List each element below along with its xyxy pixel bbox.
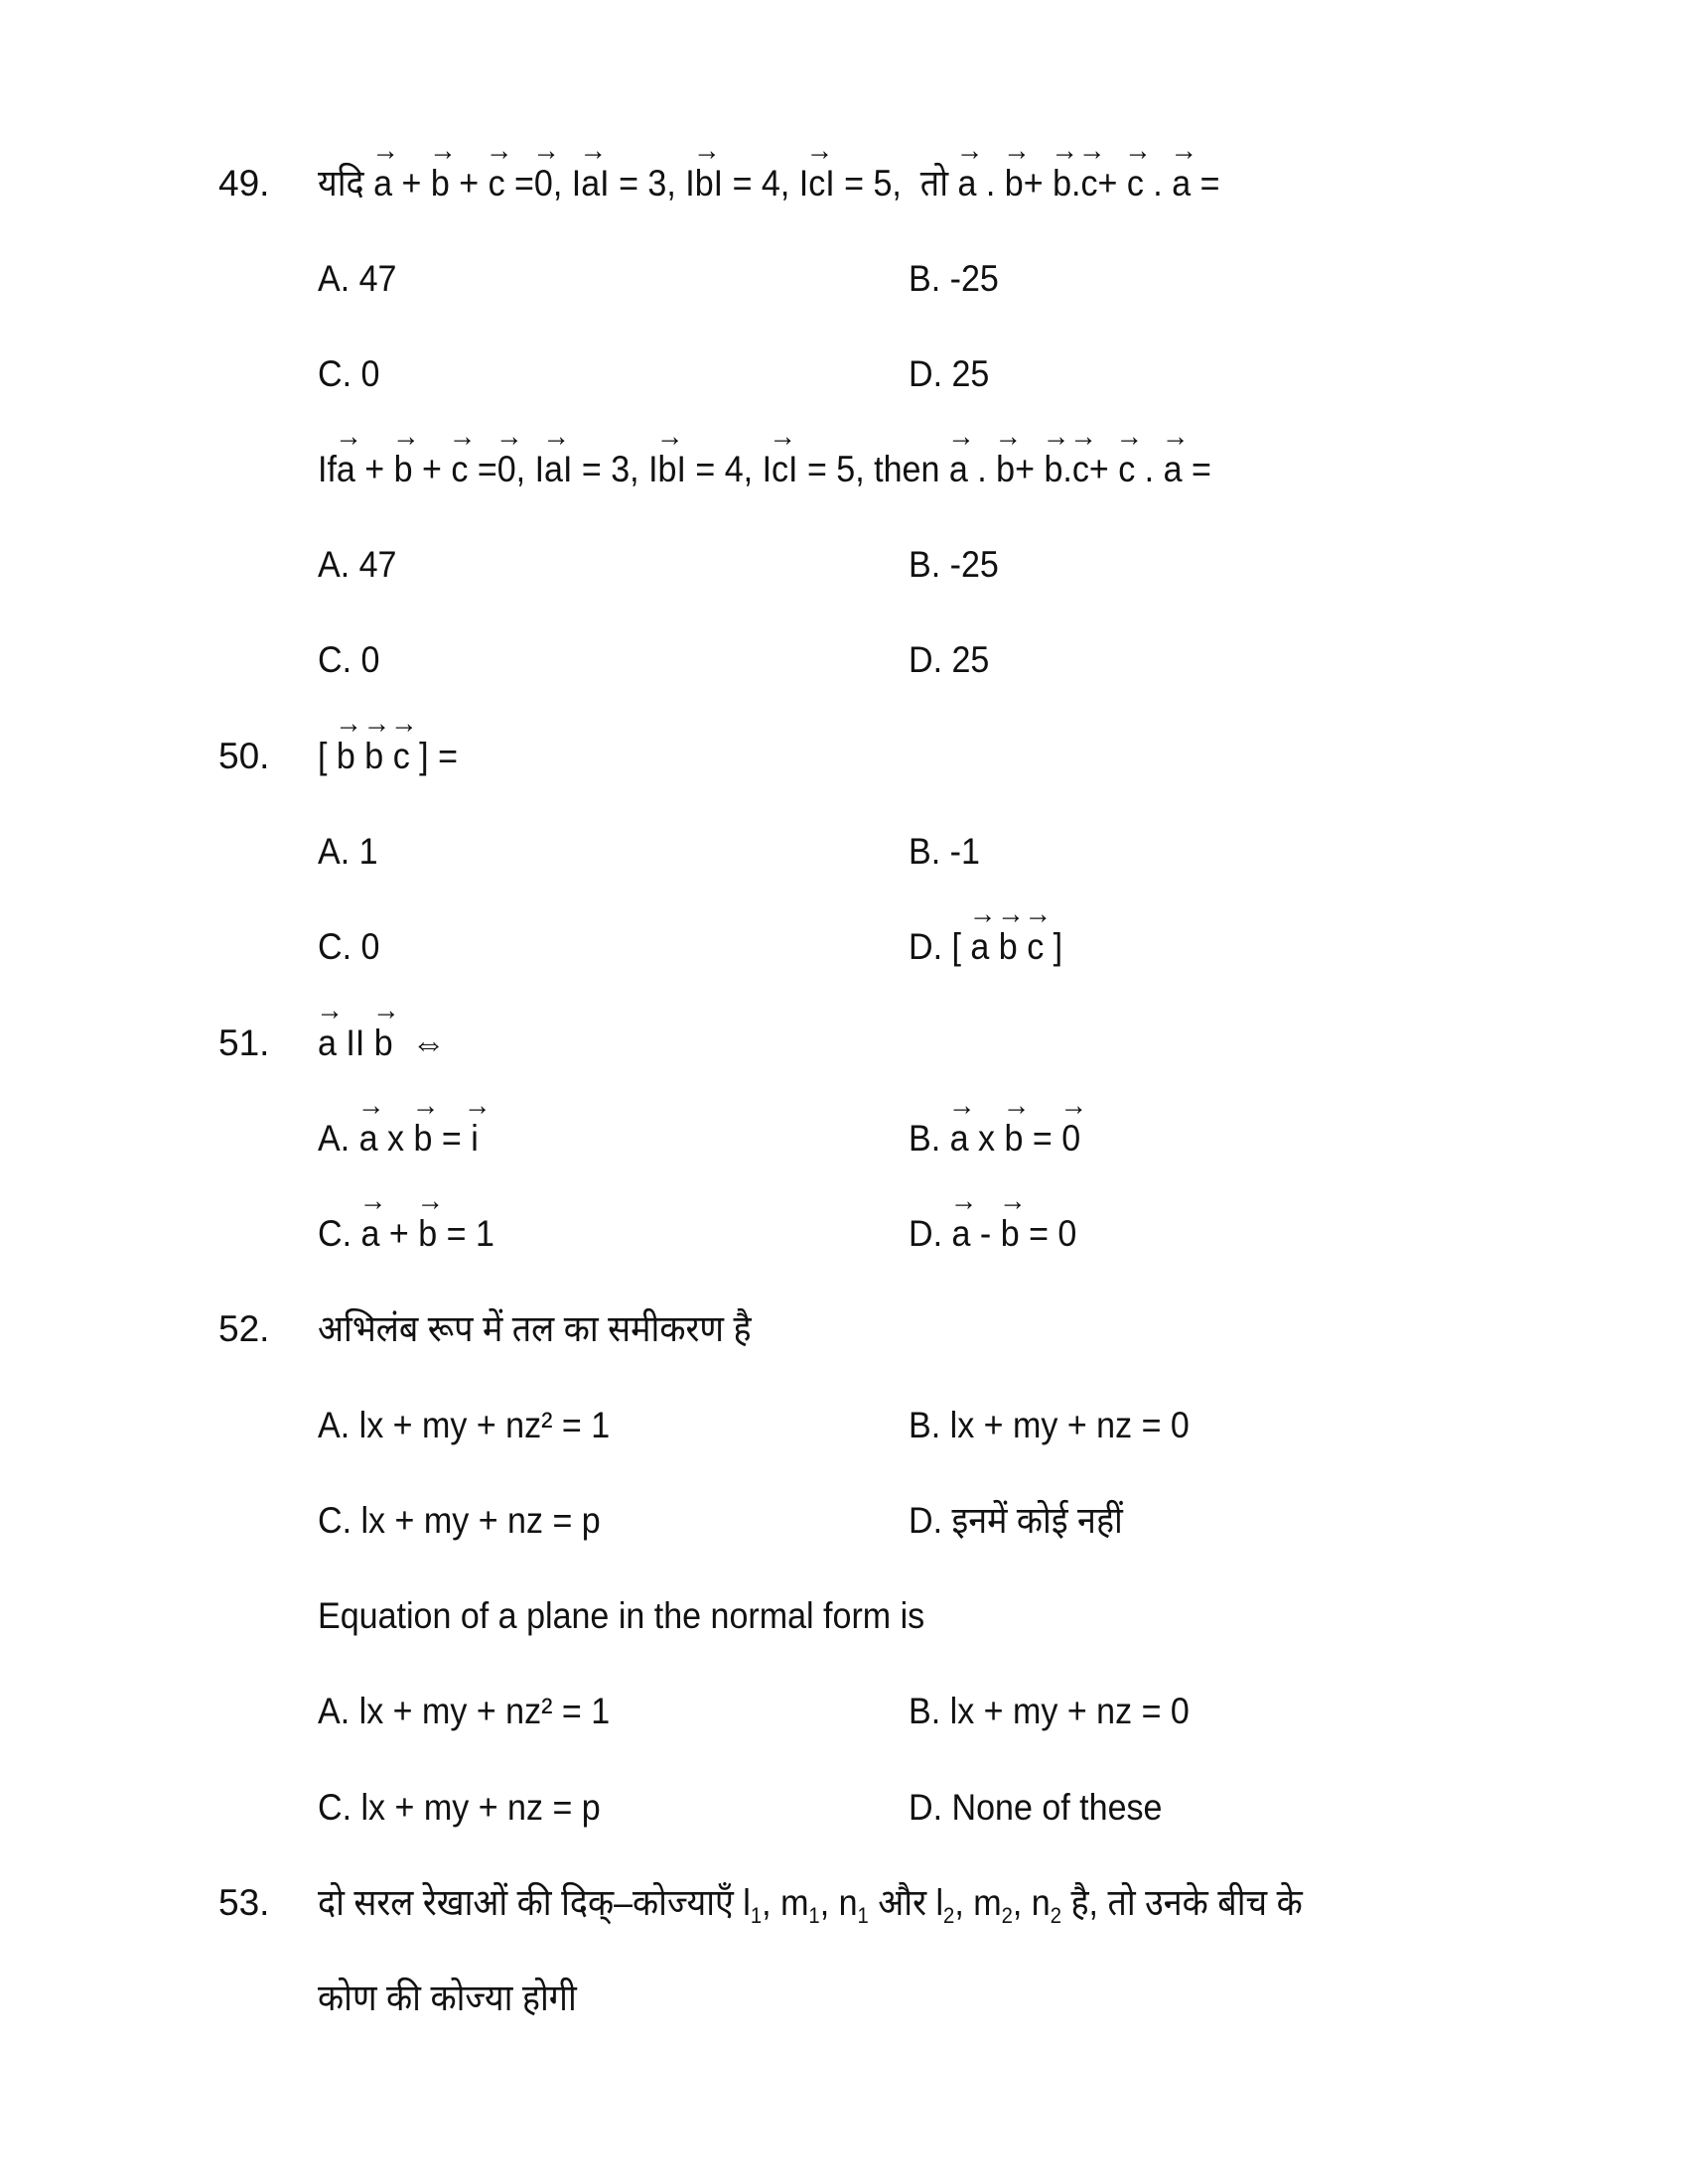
option-label: C. <box>318 926 352 967</box>
q51-option-d[interactable]: D. → a - → b = 0 <box>909 1212 1076 1256</box>
q52-option-d-hi[interactable] <box>909 1499 1123 1543</box>
vector-b: → b <box>1001 1212 1020 1256</box>
q53-stem-line1: दो सरल रेखाओं की दिक्–कोज्याएँ $l_1$, $m_1$, $n_1$ और $l_2$, $m_2$, $n_2$ है, तो उनके बीच के <box>318 1882 1303 1928</box>
option-label: A. <box>318 1405 351 1445</box>
q49-stem-english: If→ a + → b + → c =→ 0, I→ aI = 3, I→ bI = 4, I→ cI = 5, then → a . → b+ → b.→ c+ → c . → a = <box>318 448 1211 491</box>
vector-a: → a <box>970 925 989 969</box>
option-text: = 0 <box>1029 1213 1077 1254</box>
q51-option-a[interactable]: A. → a x → b = → i <box>318 1117 479 1160</box>
vector-b: → b <box>364 735 383 778</box>
vector-a: → a <box>360 1212 379 1256</box>
q49-mag-a: = 3, <box>619 163 676 204</box>
option-label: B. <box>909 1118 941 1159</box>
q49-mag-b: = 4, <box>732 163 790 204</box>
option-label: A. <box>318 258 351 299</box>
q52-stem-english: Equation of a plane in the normal form is <box>318 1595 925 1636</box>
option-text: lx + my + nz = p <box>360 1787 601 1828</box>
option-label: C. <box>318 353 352 394</box>
option-label: D. <box>909 1500 943 1541</box>
q50-option-c[interactable] <box>318 925 379 969</box>
option-text: 0 <box>360 926 380 967</box>
vector-b: → b <box>418 1212 437 1256</box>
option-text: lx + my + nz² = 1 <box>358 1691 611 1731</box>
option-label: B. <box>909 831 941 872</box>
vector-zero: → 0 <box>1061 1117 1080 1160</box>
q50-stem: [ → b → b → c ] = <box>318 735 458 778</box>
option-text: lx + my + nz² = 1 <box>358 1405 611 1445</box>
option-label: B. <box>909 544 941 585</box>
q51-option-b[interactable]: B. → a x → b = → 0 <box>909 1117 1080 1160</box>
vector-c: → c <box>1118 448 1135 491</box>
vector-b: → b <box>1004 1117 1023 1160</box>
q50-option-b[interactable] <box>909 830 980 874</box>
option-label: C. <box>318 1787 352 1828</box>
q49-option-a-en[interactable] <box>318 543 396 587</box>
q51-stem <box>318 1022 446 1065</box>
question-number-51: 51. <box>218 1023 270 1063</box>
option-label: A. <box>318 1691 351 1731</box>
option-label: A. <box>318 544 351 585</box>
option-label: A. <box>318 1118 351 1159</box>
vector-zero: → 0 <box>497 448 516 491</box>
subscript: 1 <box>857 1903 869 1928</box>
option-text: = 1 <box>446 1213 494 1254</box>
option-text: 47 <box>358 258 397 299</box>
var-m: m <box>973 1882 1002 1923</box>
vector-b: → b <box>695 162 714 205</box>
q52-option-a-hi[interactable] <box>318 1404 610 1447</box>
q52-option-d-en[interactable] <box>909 1786 1162 1830</box>
var-n: n <box>1031 1882 1051 1923</box>
q49-then-en: then <box>874 449 940 489</box>
vector-a: → a <box>951 1212 970 1256</box>
q52-option-c-en[interactable] <box>318 1786 601 1830</box>
q51-option-c[interactable]: C. → a + → b = 1 <box>318 1212 494 1256</box>
vector-a: → a <box>1172 162 1191 205</box>
q52-option-c-hi[interactable] <box>318 1499 601 1543</box>
option-text: इनमें कोई नहीं <box>951 1500 1123 1541</box>
vector-b: → b <box>999 925 1018 969</box>
vector-b: → b <box>374 1022 393 1065</box>
option-text: 1 <box>358 831 378 872</box>
q49-prefix-hi: यदि <box>318 163 364 204</box>
option-label: C. <box>318 1500 352 1541</box>
var-n: n <box>838 1882 858 1923</box>
q52-stem-hindi: अभिलंब रूप में तल का समीकरण है <box>318 1308 752 1349</box>
subscript: 2 <box>943 1903 955 1928</box>
q49-option-c-en[interactable] <box>318 638 379 682</box>
q49-mag-c: = 5, <box>844 163 902 204</box>
q49-option-c-hi[interactable] <box>318 352 379 396</box>
var-l: l <box>935 1882 944 1923</box>
question-number-52: 52. <box>218 1308 270 1349</box>
q52-option-a-en[interactable] <box>318 1690 610 1733</box>
vector-a: → a <box>373 162 392 205</box>
vector-c: → c <box>1127 162 1144 205</box>
option-text: 0 <box>360 639 380 680</box>
option-text: 47 <box>358 544 397 585</box>
q49-option-d-hi[interactable] <box>909 352 989 396</box>
subscript: 1 <box>750 1903 763 1928</box>
vector-c: → c <box>1080 162 1097 205</box>
vector-c: → c <box>808 162 825 205</box>
q50-option-d[interactable]: D. [ → a → b → c ] <box>909 925 1062 969</box>
option-text: 25 <box>951 353 990 394</box>
vector-b: → b <box>394 448 413 491</box>
iff-arrow-icon: ⇔ <box>411 1023 446 1063</box>
question-number-49: 49. <box>218 163 270 204</box>
vector-a: → a <box>581 162 600 205</box>
vector-b: → b <box>1005 162 1024 205</box>
option-label: C. <box>318 639 352 680</box>
q49-mag-c: = 5, <box>806 449 865 489</box>
vector-c: → c <box>1027 925 1044 969</box>
option-text: lx + my + nz = p <box>360 1500 601 1541</box>
q49-then-hi: तो <box>919 163 949 204</box>
vector-a: → a <box>950 1117 969 1160</box>
vector-b: → b <box>337 735 355 778</box>
vector-a: → a <box>958 162 977 205</box>
vector-b: → b <box>1053 162 1071 205</box>
vector-c: → c <box>451 448 468 491</box>
vector-c: → c <box>489 162 505 205</box>
option-text: -25 <box>949 544 999 585</box>
q53-and: और <box>878 1882 927 1923</box>
option-label: D. <box>909 353 943 394</box>
option-label: B. <box>909 1405 941 1445</box>
q49-option-a-hi[interactable] <box>318 257 396 301</box>
q49-option-b-en[interactable] <box>909 543 999 587</box>
vector-a: → a <box>544 448 563 491</box>
vector-a: → a <box>318 1022 337 1065</box>
question-number-50: 50. <box>218 736 270 776</box>
q52-option-b-en[interactable] <box>909 1690 1190 1733</box>
vector-c: → c <box>393 735 410 778</box>
q49-prefix-en: If <box>318 449 337 489</box>
option-label: D. <box>909 1213 943 1254</box>
vector-a: → a <box>1164 448 1183 491</box>
parallel-symbol: II <box>346 1023 365 1063</box>
q53-text: दो सरल रेखाओं की दिक्–कोज्याएँ <box>318 1882 734 1923</box>
q49-mag-b: = 4, <box>695 449 754 489</box>
option-text: None of these <box>951 1787 1163 1828</box>
q49-option-d-en[interactable] <box>909 638 989 682</box>
option-text: 25 <box>951 639 990 680</box>
option-label: C. <box>318 1213 352 1254</box>
q50-option-a[interactable] <box>318 830 378 874</box>
q53-text: है, तो उनके बीच के <box>1070 1882 1303 1923</box>
subscript: 2 <box>1001 1903 1013 1928</box>
option-label: A. <box>318 831 351 872</box>
vector-c: → c <box>772 448 788 491</box>
option-text: lx + my + nz = 0 <box>949 1405 1190 1445</box>
vector-c: → c <box>1072 448 1089 491</box>
var-m: m <box>780 1882 809 1923</box>
option-text: lx + my + nz = 0 <box>949 1691 1190 1731</box>
var-l: l <box>743 1882 751 1923</box>
q49-stem-hindi: यदि → a + → b + → c =→ 0, I→ aI = 3, I→ bI = 4, I→ cI = 5, तो → a . → b+ → b.→ c+ → c . → a = <box>318 162 1220 205</box>
q53-stem-line2: कोण की कोज्या होगी <box>318 1978 577 2018</box>
option-text: -25 <box>949 258 999 299</box>
vector-a: → a <box>359 1117 378 1160</box>
vector-b: → b <box>996 448 1015 491</box>
vector-a: → a <box>949 448 968 491</box>
option-label: B. <box>909 1691 941 1731</box>
q49-option-b-hi[interactable] <box>909 257 999 301</box>
vector-i: → i <box>471 1117 479 1160</box>
vector-b: → b <box>658 448 677 491</box>
option-text: 0 <box>360 353 380 394</box>
option-label: B. <box>909 258 941 299</box>
vector-b: → b <box>431 162 450 205</box>
vector-zero: → 0 <box>534 162 553 205</box>
option-label: D. <box>909 926 943 967</box>
option-text: -1 <box>949 831 980 872</box>
vector-b: → b <box>1044 448 1062 491</box>
q49-mag-a: = 3, <box>581 449 639 489</box>
subscript: 1 <box>808 1903 820 1928</box>
vector-a: → a <box>337 448 355 491</box>
vector-b: → b <box>413 1117 432 1160</box>
q52-option-b-hi[interactable] <box>909 1404 1190 1447</box>
question-number-53: 53. <box>218 1882 270 1923</box>
subscript: 2 <box>1050 1903 1061 1928</box>
option-label: D. <box>909 639 943 680</box>
option-label: D. <box>909 1787 943 1828</box>
